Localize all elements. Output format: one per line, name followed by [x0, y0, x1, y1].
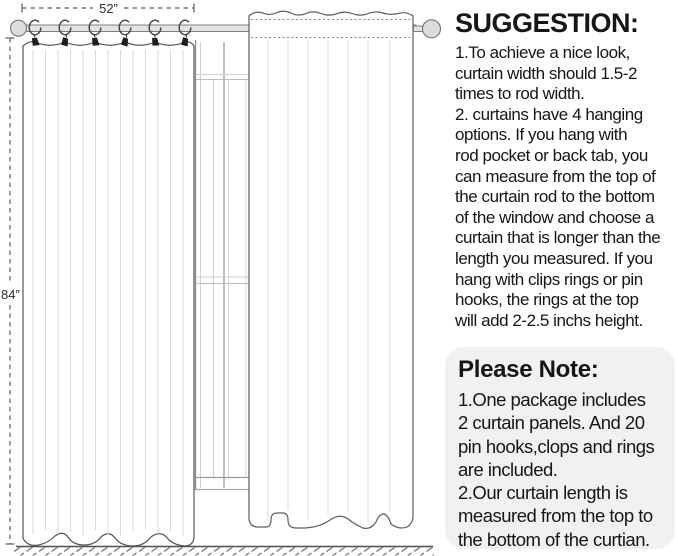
please-note-box [445, 347, 675, 549]
right-finial [414, 20, 441, 38]
suggestion-line: can measure from the top of [455, 166, 656, 186]
please-note-line: are included. [458, 458, 558, 480]
left-curtain [23, 42, 194, 546]
suggestion-line: hang with clips rings or pin [455, 269, 643, 289]
please-note-line: pin hooks,clops and rings [458, 435, 655, 457]
suggestion-line: the curtain rod to the bottom [455, 187, 655, 207]
suggestion-line: 2. curtains have 4 hanging [455, 104, 643, 124]
window [196, 40, 250, 490]
floor [14, 547, 434, 556]
suggestion-section [455, 8, 679, 331]
suggestion-line: rod pocket or back tab, you [455, 145, 648, 165]
suggestion-line: will add 2-2.5 inchs height. [455, 310, 643, 330]
suggestion-heading: SUGGESTION: [455, 8, 639, 38]
please-note-line: 2.Our curtain length is [458, 482, 628, 504]
right-curtain [249, 11, 413, 528]
please-note-line: the bottom of the curtian. [458, 528, 650, 550]
rod-width-label: 52” [99, 1, 118, 16]
suggestion-line: length you measured. If you [455, 248, 653, 268]
curtain-height-label: 84” [1, 287, 20, 302]
suggestion-line: hooks, the rings at the top [455, 290, 639, 310]
suggestion-line: curtain width should 1.5-2 [455, 63, 638, 83]
left-finial [11, 20, 27, 36]
suggestion-line: times to rod width. [455, 84, 585, 104]
suggestion-line: 1.To achieve a nice look, [455, 43, 630, 62]
height-dimension [1, 38, 20, 544]
please-note-heading: Please Note: [458, 356, 599, 383]
please-note-line: measured from the top to [458, 505, 653, 527]
suggestion-line: of the window and choose a [455, 207, 655, 227]
suggestion-line: curtain that is longer than the [455, 228, 661, 248]
curtain-rings [29, 20, 191, 46]
please-note-line: 1.One package includes [458, 389, 646, 410]
please-note-line: 2 curtain panels. And 20 [458, 412, 645, 434]
suggestion-line: options. If you hang with [455, 125, 628, 145]
width-dimension [22, 1, 194, 16]
